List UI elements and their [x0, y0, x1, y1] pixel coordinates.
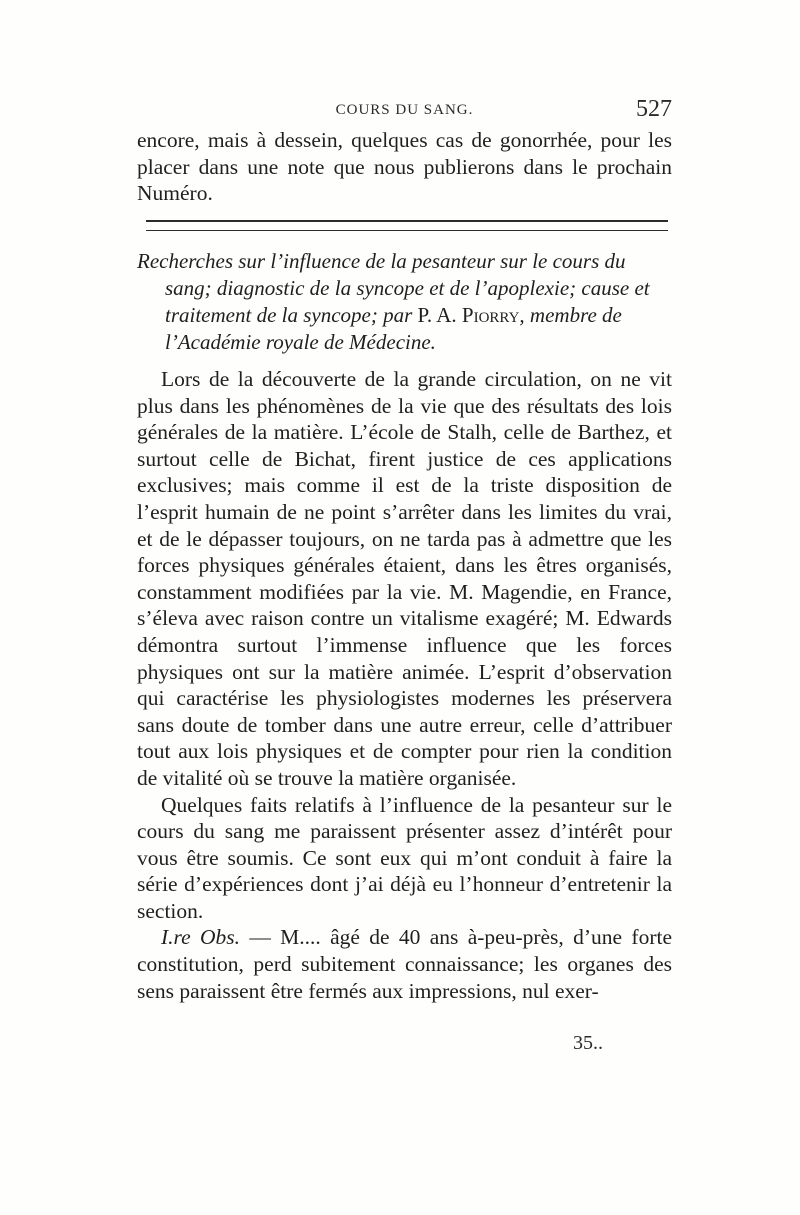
body-paragraph: Quelques faits relatifs à l’influence de la pesanteur sur le cours du sang me paraissent présenter assez d’intérêt pour vous être soumis. Ce sont eux qui m’ont conduit à faire la série d’expériences dont j’ai déjà eu l’honneur d’entretenir la section. — [137, 792, 672, 923]
article-title-lead: Recherches sur l’influence de la pesanteur sur le cours du sang; diagnostic de la syncope et de l’apoplexie; cause et traitement de la syncope; par — [137, 249, 650, 327]
article-body — [137, 366, 672, 1004]
article-author: P. A. Piorry — [417, 303, 520, 327]
section-divider-rule — [146, 220, 668, 231]
observation-text: — M.... âgé de 40 ans à-peu-près, d’une forte constitution, perd subitement connaissance; les organes des sens paraissent être fermés aux impressions, nul exer- — [137, 925, 672, 1003]
carry-over-paragraph: encore, mais à dessein, quelques cas de gonorrhée, pour les placer dans une note que nous publierons dans le prochain Numéro. — [137, 128, 672, 206]
body-paragraph: Lors de la découverte de la grande circulation, on ne vit plus dans les phénomènes de la vie que des résultats des lois générales de la matière. L’école de Stalh, celle de Barthez, et surtout celle de Bichat, firent justice de ces applications exclusives; mais comme il est de la triste disposition de l’esprit humain de ne point s’arrêter dans les limites du vrai, et de le dépasser toujours, on ne tarda pas à admettre que les forces physiques générales étaient, dans les êtres organisés, constamment modifiées par la vie. M. Magendie, en France, s’éleva avec raison contre un vitalisme exagéré; M. Edwards démontra surtout l’immense influence que les forces physiques ont sur la matière animée. L’esprit d’observation qui caractérise les physiologistes modernes les préservera sans doute de tomber dans une autre erreur, celle d’attribuer tout aux lois physiques et de compter pour rien la condition de vitalité où se trouve la matière organisée. — [137, 367, 672, 790]
article-title — [137, 248, 672, 356]
running-head — [137, 96, 672, 126]
signature-mark: 35.. — [573, 1032, 603, 1054]
article-title-tail: , membre de l’Académie royale de Médecine. — [165, 303, 622, 354]
observation-paragraph — [137, 924, 672, 1004]
running-title: COURS DU SANG. — [335, 102, 474, 118]
observation-label: I.re Obs. — [161, 925, 240, 950]
page-number: 527 — [636, 96, 672, 122]
